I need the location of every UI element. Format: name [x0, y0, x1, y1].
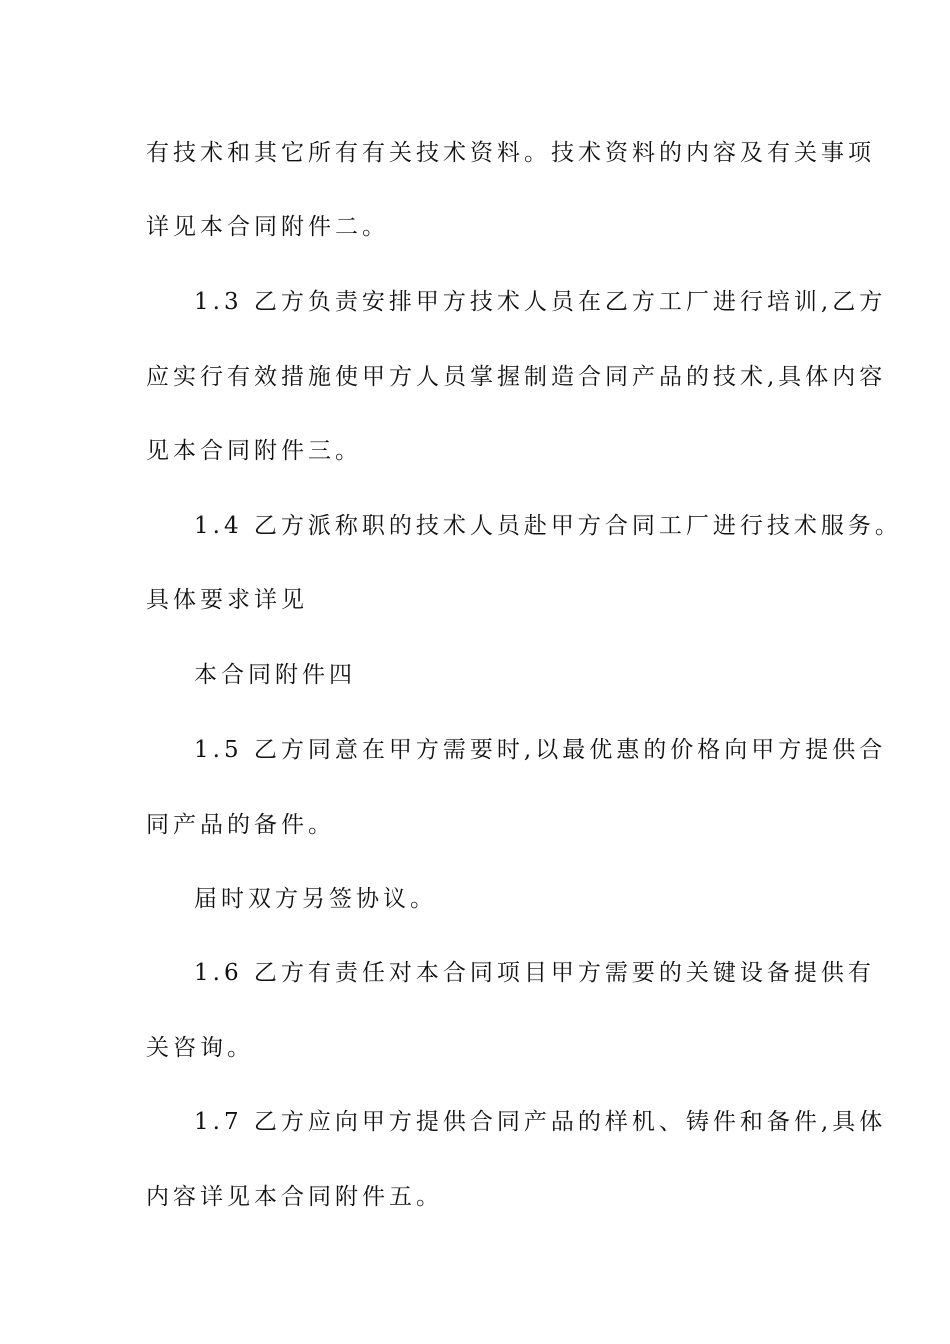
- clause-1-4-line: 1.4 乙方派称职的技术人员赴甲方合同工厂进行技术服务。: [194, 513, 902, 539]
- text-line: 届时双方另签协议。: [194, 886, 437, 912]
- text-line: 有技术和其它所有有关技术资料。技术资料的内容及有关事项: [146, 140, 875, 166]
- clause-1-6-line: 1.6 乙方有责任对本合同项目甲方需要的关键设备提供有: [194, 960, 875, 986]
- text-line: 内容详见本合同附件五。: [146, 1184, 443, 1210]
- clause-1-3-line: 1.3 乙方负责安排甲方技术人员在乙方工厂进行培训,乙方: [194, 289, 887, 315]
- clause-1-7-line: 1.7 乙方应向甲方提供合同产品的样机、铸件和备件,具体: [194, 1109, 887, 1135]
- text-line: 具体要求详见: [146, 587, 308, 613]
- text-line: 本合同附件四: [194, 662, 356, 688]
- text-line: 同产品的备件。: [146, 812, 335, 838]
- text-line: 详见本合同附件二。: [146, 214, 389, 240]
- text-line: 关咨询。: [146, 1035, 254, 1061]
- text-line: 应实行有效措施使甲方人员掌握制造合同产品的技术,具体内容: [146, 364, 887, 390]
- clause-1-5-line: 1.5 乙方同意在甲方需要时,以最优惠的价格向甲方提供合: [194, 737, 887, 763]
- text-line: 见本合同附件三。: [146, 438, 362, 464]
